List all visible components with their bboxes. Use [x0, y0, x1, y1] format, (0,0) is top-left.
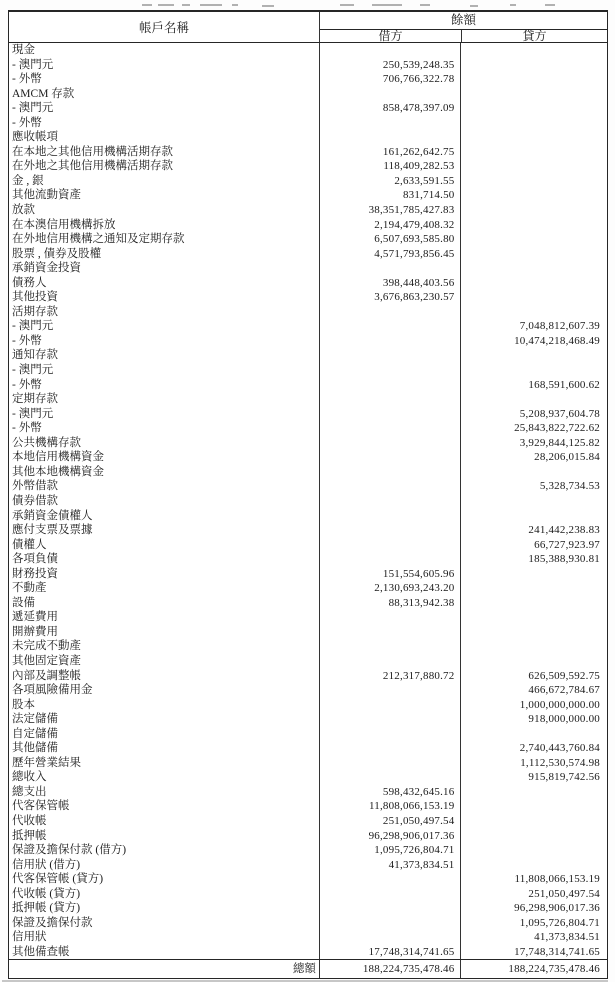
credit-amount-cell [461, 363, 607, 378]
account-name-cell: 股票 , 債券及股權 [9, 247, 320, 262]
table-row [9, 145, 607, 160]
credit-amount-cell [461, 785, 607, 800]
table-row [9, 436, 607, 451]
debit-amount-cell [320, 334, 462, 349]
debit-amount-cell [320, 479, 462, 494]
debit-amount-cell [320, 392, 462, 407]
credit-amount-cell [461, 494, 607, 509]
table-row [9, 770, 607, 785]
credit-amount-cell: 66,727,923.97 [534, 538, 600, 551]
account-name-cell: 放款 [9, 203, 320, 218]
credit-amount-cell [461, 174, 607, 189]
account-name-cell: 抵押帳 [9, 829, 320, 844]
credit-amount-cell [461, 596, 607, 611]
credit-amount-cell: 2,740,443,760.84 [519, 742, 600, 755]
trial-balance-table [8, 10, 608, 979]
credit-amount-cell: 466,672,784.67 [528, 684, 600, 697]
table-row [9, 188, 607, 203]
credit-amount-cell: 11,808,066,153.19 [514, 873, 600, 886]
table-row [9, 610, 607, 625]
debit-amount-cell: 11,808,066,153.19 [320, 799, 462, 814]
table-row [9, 378, 607, 393]
table-row [9, 552, 607, 567]
account-name-cell: 歷年營業結果 [9, 756, 320, 771]
table-row [9, 683, 607, 698]
table-row [9, 130, 607, 145]
table-row [9, 596, 607, 611]
debit-amount-cell [320, 523, 462, 538]
table-row [9, 465, 607, 480]
table-row [9, 348, 607, 363]
table-row [9, 799, 607, 814]
table-row [9, 101, 607, 116]
table-row [9, 247, 607, 262]
table-row [9, 538, 607, 553]
table-row [9, 581, 607, 596]
account-name-cell: - 外幣 [9, 378, 320, 393]
credit-amount-cell [461, 145, 607, 160]
table-row [9, 727, 607, 742]
credit-amount-cell: 3,929,844,125.82 [519, 436, 600, 449]
account-name-cell: - 澳門元 [9, 407, 320, 422]
account-name-cell: - 外幣 [9, 116, 320, 131]
debit-amount-cell: 2,633,591.55 [320, 174, 462, 189]
credit-amount-cell: 918,000,000.00 [528, 713, 600, 726]
balance-subheader-row [320, 30, 607, 42]
account-name-cell: 內部及調整帳 [9, 669, 320, 684]
debit-amount-cell [320, 538, 462, 553]
account-name-cell: 其他固定資產 [9, 654, 320, 669]
table-row [9, 698, 607, 713]
account-name-cell: 現金 [9, 43, 320, 58]
table-row [9, 319, 607, 334]
total-debit-cell: 188,224,735,478.46 [320, 960, 462, 978]
credit-amount-cell: 251,050,497.54 [528, 887, 600, 900]
table-row [9, 43, 607, 58]
credit-amount-cell: 10,474,218,468.49 [514, 334, 600, 347]
account-name-cell: 抵押帳 (貸方) [9, 901, 320, 916]
debit-amount-cell: 17,748,314,741.65 [320, 945, 462, 960]
table-row [9, 174, 607, 189]
table-row [9, 509, 607, 524]
credit-amount-cell [461, 654, 607, 669]
debit-amount-cell [320, 639, 462, 654]
debit-amount-cell [320, 916, 462, 931]
credit-amount-cell: 17,748,314,741.65 [514, 945, 600, 958]
credit-amount-cell [461, 87, 607, 102]
table-row [9, 669, 607, 684]
table-row [9, 945, 607, 960]
credit-amount-cell: 5,208,937,604.78 [519, 407, 600, 420]
debit-amount-cell [320, 887, 462, 902]
debit-amount-cell: 3,676,863,230.57 [320, 290, 462, 305]
debit-amount-cell [320, 116, 462, 131]
account-name-cell: - 外幣 [9, 72, 320, 87]
account-name-cell: 未完成不動產 [9, 639, 320, 654]
debit-amount-cell [320, 43, 462, 58]
table-row [9, 450, 607, 465]
balance-header-group [320, 12, 607, 42]
debit-amount-cell [320, 872, 462, 887]
table-row [9, 887, 607, 902]
table-row [9, 58, 607, 73]
account-name-cell: 本地信用機構資金 [9, 450, 320, 465]
debit-amount-cell: 38,351,785,427.83 [320, 203, 462, 218]
account-name-cell: 總收入 [9, 770, 320, 785]
credit-amount-cell [461, 858, 607, 873]
account-name-cell: 在外地之其他信用機構活期存款 [9, 159, 320, 174]
table-row [9, 843, 607, 858]
table-row [9, 901, 607, 916]
table-row [9, 872, 607, 887]
table-row [9, 814, 607, 829]
account-name-cell: 金 , 銀 [9, 174, 320, 189]
credit-amount-cell [461, 348, 607, 363]
table-row [9, 276, 607, 291]
account-name-cell: 其他投資 [9, 290, 320, 305]
credit-amount-cell [461, 159, 607, 174]
table-row [9, 232, 607, 247]
credit-amount-cell [461, 581, 607, 596]
table-row [9, 116, 607, 131]
debit-amount-cell: 161,262,642.75 [320, 145, 462, 160]
debit-amount-cell: 2,130,693,243.20 [320, 581, 462, 596]
credit-amount-cell [461, 58, 607, 73]
credit-amount-cell: 915,819,742.56 [528, 771, 600, 784]
table-row [9, 87, 607, 102]
credit-amount-cell [461, 232, 607, 247]
table-row [9, 159, 607, 174]
debit-amount-cell: 1,095,726,804.71 [320, 843, 462, 858]
account-name-cell: 應收帳項 [9, 130, 320, 145]
debit-amount-cell: 598,432,645.16 [320, 785, 462, 800]
account-name-cell: 其他本地機構資金 [9, 465, 320, 480]
credit-amount-cell: 5,328,734.53 [539, 480, 600, 493]
account-name-cell: 保證及擔保付款 (借方) [9, 843, 320, 858]
account-name-cell: 代收帳 [9, 814, 320, 829]
account-name-cell: 各項負債 [9, 552, 320, 567]
total-credit-cell: 188,224,735,478.46 [508, 963, 600, 976]
debit-amount-cell [320, 436, 462, 451]
account-name-cell: - 澳門元 [9, 363, 320, 378]
debit-amount-cell [320, 319, 462, 334]
credit-amount-cell [461, 188, 607, 203]
account-name-cell: 債權人 [9, 538, 320, 553]
debit-amount-cell: 706,766,322.78 [320, 72, 462, 87]
column-header-credit: 貸方 [522, 29, 547, 43]
table-row [9, 290, 607, 305]
credit-amount-cell: 1,000,000,000.00 [519, 698, 600, 711]
table-body [9, 43, 607, 959]
table-row [9, 625, 607, 640]
debit-amount-cell [320, 683, 462, 698]
debit-amount-cell [320, 407, 462, 422]
credit-amount-cell: 96,298,906,017.36 [514, 902, 600, 915]
credit-amount-cell [461, 509, 607, 524]
credit-amount-cell: 185,388,930.81 [528, 553, 600, 566]
debit-amount-cell [320, 712, 462, 727]
credit-amount-cell [461, 261, 607, 276]
table-row [9, 916, 607, 931]
debit-amount-cell [320, 261, 462, 276]
debit-amount-cell [320, 698, 462, 713]
table-row [9, 363, 607, 378]
account-name-cell: 代收帳 (貸方) [9, 887, 320, 902]
account-name-cell: 信用狀 [9, 930, 320, 945]
account-name-cell: - 澳門元 [9, 319, 320, 334]
table-header [9, 12, 607, 43]
credit-amount-cell [461, 814, 607, 829]
credit-amount-cell [461, 465, 607, 480]
column-header-balance: 餘額 [320, 12, 607, 30]
credit-amount-cell [461, 829, 607, 844]
table-row [9, 479, 607, 494]
table-row [9, 785, 607, 800]
account-name-cell: 通知存款 [9, 348, 320, 363]
credit-amount-cell [461, 116, 607, 131]
table-row [9, 203, 607, 218]
debit-amount-cell [320, 130, 462, 145]
credit-amount-cell [461, 625, 607, 640]
debit-amount-cell [320, 363, 462, 378]
account-name-cell: 信用狀 (借方) [9, 858, 320, 873]
account-name-cell: 在本地之其他信用機構活期存款 [9, 145, 320, 160]
credit-amount-cell: 1,112,530,574.98 [520, 756, 600, 769]
credit-amount-cell [461, 203, 607, 218]
credit-amount-cell [461, 72, 607, 87]
debit-amount-cell: 118,409,282.53 [320, 159, 462, 174]
debit-amount-cell [320, 756, 462, 771]
credit-amount-cell [461, 567, 607, 582]
credit-amount-cell: 41,373,834.51 [534, 931, 600, 944]
table-row [9, 930, 607, 945]
credit-amount-cell: 25,843,822,722.62 [514, 422, 600, 435]
credit-amount-cell [461, 727, 607, 742]
debit-amount-cell [320, 87, 462, 102]
total-label: 總額 [9, 960, 320, 978]
debit-amount-cell [320, 625, 462, 640]
account-name-cell: 各項風險備用金 [9, 683, 320, 698]
credit-amount-cell [461, 639, 607, 654]
credit-amount-cell [461, 101, 607, 116]
table-row [9, 756, 607, 771]
account-name-cell: 承銷資金投資 [9, 261, 320, 276]
account-name-cell: 不動產 [9, 581, 320, 596]
credit-amount-cell [461, 43, 607, 58]
account-name-cell: 遞延費用 [9, 610, 320, 625]
total-row [9, 959, 607, 978]
table-row [9, 858, 607, 873]
table-row [9, 421, 607, 436]
credit-amount-cell: 241,442,238.83 [528, 524, 600, 537]
credit-amount-cell [461, 290, 607, 305]
debit-amount-cell [320, 421, 462, 436]
account-name-cell: AMCM 存款 [9, 87, 320, 102]
credit-amount-cell: 168,591,600.62 [528, 378, 600, 391]
debit-amount-cell: 6,507,693,585.80 [320, 232, 462, 247]
credit-amount-cell [461, 799, 607, 814]
debit-amount-cell [320, 348, 462, 363]
debit-amount-cell: 831,714.50 [320, 188, 462, 203]
debit-amount-cell [320, 741, 462, 756]
credit-amount-cell [461, 610, 607, 625]
debit-amount-cell: 96,298,906,017.36 [320, 829, 462, 844]
account-name-cell: - 澳門元 [9, 58, 320, 73]
debit-amount-cell: 212,317,880.72 [320, 669, 462, 684]
account-name-cell: 財務投資 [9, 567, 320, 582]
debit-amount-cell [320, 727, 462, 742]
credit-amount-cell: 28,206,015.84 [534, 451, 600, 464]
account-name-cell: 活期存款 [9, 305, 320, 320]
table-row [9, 741, 607, 756]
account-name-cell: 股本 [9, 698, 320, 713]
debit-amount-cell [320, 930, 462, 945]
account-name-cell: 承銷資金債權人 [9, 509, 320, 524]
account-name-cell: 代客保管帳 (貸方) [9, 872, 320, 887]
debit-amount-cell: 151,554,605.96 [320, 567, 462, 582]
account-name-cell: 其他備查帳 [9, 945, 320, 960]
credit-amount-cell [461, 392, 607, 407]
debit-amount-cell [320, 610, 462, 625]
account-name-cell: 定期存款 [9, 392, 320, 407]
table-row [9, 261, 607, 276]
debit-amount-cell: 41,373,834.51 [320, 858, 462, 873]
account-name-cell: 保證及擔保付款 [9, 916, 320, 931]
table-row [9, 654, 607, 669]
debit-amount-cell: 88,313,942.38 [320, 596, 462, 611]
account-name-cell: - 外幣 [9, 421, 320, 436]
table-row [9, 639, 607, 654]
account-name-cell: 代客保管帳 [9, 799, 320, 814]
debit-amount-cell [320, 654, 462, 669]
account-name-cell: 應付支票及票據 [9, 523, 320, 538]
column-header-account-name: 帳戶名稱 [9, 12, 320, 42]
table-row [9, 523, 607, 538]
debit-amount-cell [320, 509, 462, 524]
account-name-cell: 債券借款 [9, 494, 320, 509]
debit-amount-cell [320, 378, 462, 393]
table-row [9, 494, 607, 509]
debit-amount-cell [320, 770, 462, 785]
debit-amount-cell [320, 552, 462, 567]
account-name-cell: 在外地信用機構之通知及定期存款 [9, 232, 320, 247]
table-row [9, 334, 607, 349]
table-row [9, 712, 607, 727]
debit-amount-cell [320, 465, 462, 480]
account-name-cell: 公共機構存款 [9, 436, 320, 451]
debit-amount-cell [320, 450, 462, 465]
account-name-cell: 開辦費用 [9, 625, 320, 640]
debit-amount-cell: 4,571,793,856.45 [320, 247, 462, 262]
credit-amount-cell [461, 130, 607, 145]
account-name-cell: 在本澳信用機構拆放 [9, 218, 320, 233]
account-name-cell: - 外幣 [9, 334, 320, 349]
table-row [9, 305, 607, 320]
debit-amount-cell [320, 494, 462, 509]
debit-amount-cell: 2,194,479,408.32 [320, 218, 462, 233]
debit-amount-cell: 858,478,397.09 [320, 101, 462, 116]
credit-amount-cell [461, 276, 607, 291]
debit-amount-cell [320, 305, 462, 320]
account-name-cell: 法定儲備 [9, 712, 320, 727]
credit-amount-cell [461, 305, 607, 320]
account-name-cell: 總支出 [9, 785, 320, 800]
credit-amount-cell [461, 247, 607, 262]
account-name-cell: 債務人 [9, 276, 320, 291]
table-row [9, 72, 607, 87]
debit-amount-cell [320, 901, 462, 916]
credit-amount-cell [461, 843, 607, 858]
debit-amount-cell: 251,050,497.54 [320, 814, 462, 829]
table-row [9, 392, 607, 407]
account-name-cell: 其他儲備 [9, 741, 320, 756]
table-row [9, 829, 607, 844]
credit-amount-cell: 7,048,812,607.39 [519, 320, 600, 333]
account-name-cell: 外幣借款 [9, 479, 320, 494]
column-header-debit: 借方 [320, 30, 462, 42]
account-name-cell: 其他流動資產 [9, 188, 320, 203]
account-name-cell: - 澳門元 [9, 101, 320, 116]
account-name-cell: 自定儲備 [9, 727, 320, 742]
account-name-cell: 設備 [9, 596, 320, 611]
table-row [9, 218, 607, 233]
credit-amount-cell: 626,509,592.75 [528, 669, 600, 682]
scan-artifact-marks [0, 2, 615, 9]
debit-amount-cell: 398,448,403.56 [320, 276, 462, 291]
debit-amount-cell: 250,539,248.35 [320, 58, 462, 73]
credit-amount-cell: 1,095,726,804.71 [519, 916, 600, 929]
table-row [9, 407, 607, 422]
table-row [9, 567, 607, 582]
credit-amount-cell [461, 218, 607, 233]
